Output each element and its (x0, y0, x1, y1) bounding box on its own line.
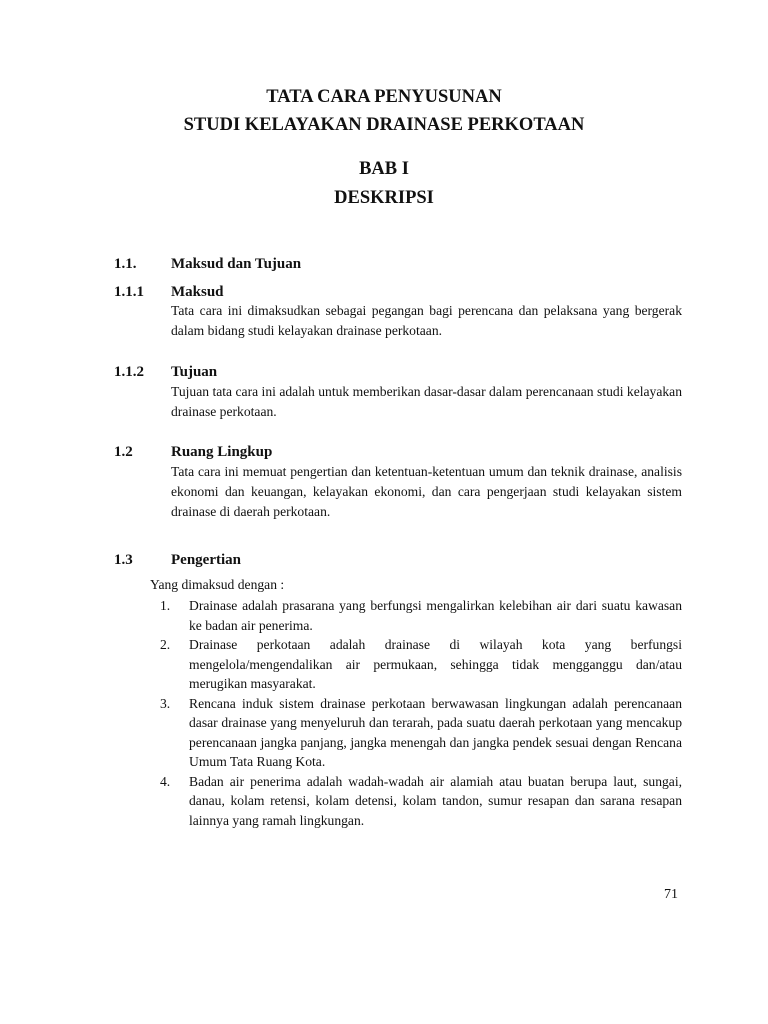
section-body-1-2: Tata cara ini memuat pengertian dan ketentuan-ketentuan umum dan teknik drainase, analisis ekonomi dan keuangan, kelayakan ekonomi, dan cara pengerjaan studi kelayakan sistem drainase di daerah perkotaan. (171, 464, 682, 519)
list-item-text: Drainase perkotaan adalah drainase di wilayah kota yang berfungsi mengelola/mengendalikan air permukaan, sehingga tidak mengganggu dan/atau merugikan masyarakat. (189, 637, 682, 691)
list-item (160, 772, 682, 831)
section-heading-1-1-2: Tujuan (171, 364, 218, 380)
section-heading-1-1: Maksud dan Tujuan (171, 256, 302, 272)
section-heading-1-1-1: Maksud (171, 284, 224, 300)
list-item-number: 3. (160, 695, 171, 711)
list-item (160, 694, 682, 772)
document-title-line2: STUDI KELAYAKAN DRAINASE PERKOTAAN (183, 115, 585, 135)
page-number: 71 (664, 887, 678, 902)
section-body-1-1-1: Tata cara ini dimaksudkan sebagai pegangan bagi perencana dan pelaksana yang bergerak dalam bidang studi kelayakan drainase perkotaan. (171, 303, 682, 338)
section-body-1-1-2: Tujuan tata cara ini adalah untuk memberikan dasar-dasar dalam perencanaan studi kelayakan drainase perkotaan. (171, 384, 682, 419)
document-title-line1: TATA CARA PENYUSUNAN (266, 87, 502, 107)
list-item-number: 1. (160, 598, 171, 613)
list-item (160, 635, 682, 694)
chapter-number: BAB I (359, 159, 409, 179)
list-item (160, 596, 682, 635)
list-item-number: 4. (160, 773, 171, 789)
definitions-list (160, 596, 682, 830)
section-number-1-3: 1.3 (114, 552, 133, 568)
list-item-number: 2. (160, 637, 171, 652)
section-number-1-1-1: 1.1.1 (114, 284, 144, 300)
section-number-1-1: 1.1. (114, 256, 137, 272)
section-heading-1-3: Pengertian (171, 552, 241, 568)
list-item-text: Rencana induk sistem drainase perkotaan berwawasan lingkungan adalah perencanaan dasar drainase yang menyeluruh dan terarah, pada suatu daerah perkotaan yang mencakup perencanaan jangka panjang, jangka menengah dan jangka pendek sesuai dengan Rencana Umum Tata Ruang Kota. (189, 695, 682, 769)
list-item-text: Drainase adalah prasarana yang berfungsi mengalirkan kelebihan air dari suatu kawasan ke badan air penerima. (189, 598, 682, 633)
section-heading-1-2: Ruang Lingkup (171, 444, 273, 460)
chapter-title: DESKRIPSI (334, 188, 434, 208)
section-number-1-2: 1.2 (114, 444, 133, 460)
list-item-text: Badan air penerima adalah wadah-wadah air alamiah atau buatan berupa laut, sungai, danau, kolam retensi, kolam detensi, kolam tandon, sumur resapan dan sarana resapan lainnya yang ramah lingkungan. (189, 773, 682, 828)
definitions-intro: Yang dimaksud dengan : (150, 577, 285, 592)
section-number-1-1-2: 1.1.2 (114, 364, 144, 380)
